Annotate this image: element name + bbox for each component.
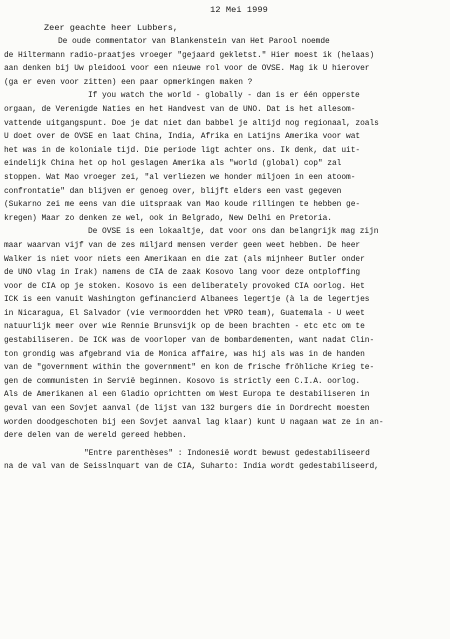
letter-line: "Entre parenthèses" : Indonesië wordt bewust gedestabiliseerd xyxy=(84,448,370,458)
letter-line: in Nicaragua, El Salvador (vie vermoordden het VPRO team), Guatemala - U weet xyxy=(4,308,365,318)
letter-line: geval van een Sovjet aanval (de lijst van 132 burgers die in Dordrecht moesten xyxy=(4,404,370,414)
letter-line: U doet over de OVSE en laat China, India, Afrika en Latijns Amerika voor wat xyxy=(4,132,361,142)
letter-line: de UNO vlag in Irak) namens de CIA de zaak Kosovo lang voor deze ontploffing xyxy=(4,268,361,278)
letter-paragraph xyxy=(4,89,444,225)
letter-paragraph xyxy=(4,35,444,89)
letter-line: gen de communisten in Servië beginnen. Kosovo is strictly een C.I.A. oorlog. xyxy=(4,376,361,386)
letter-line: Als de Amerikanen al een Gladio oprichtten om West Europa te destabiliseren in xyxy=(4,390,370,400)
letter-line: kregen) Maar zo denken ze wel, ook in Belgrado, New Delhi en Pretoria. xyxy=(4,213,332,223)
letter-line: worden doodgeschoten bij een Sovjet aanval lag klaar) kunt U nagaan wat ze in an- xyxy=(4,417,384,427)
letter-line: De oude commentator van Blankenstein van Het Parool noemde xyxy=(58,37,330,46)
letter-line: vattende uitgangspunt. Doe je dat niet dan babbel je altijd nog regionaal, zoals xyxy=(4,118,379,128)
letter-line: (ga er even voor zitten) een paar opmerkingen maken ? xyxy=(4,77,253,87)
letter-line: orgaan, de Verenigde Naties en het Handvest van de UNO. Dat is het allesom- xyxy=(4,104,356,114)
letter-paragraph xyxy=(4,225,444,443)
letter-line: ton grondig was afgebrand via de Monica affaire, was hij als was in de handen xyxy=(4,349,365,359)
letter-line: (Sukarno zei me eens van die uitspraak van Mao koude rillingen te hebben ge- xyxy=(4,200,361,210)
letter-line: gestabiliseren. De ICK was de voorloper van de bombardementen, want nadat Clin- xyxy=(4,336,375,346)
letter-line: ICK is een vanuit Washington gefinancierd Albanees legertje (à la de legertjes xyxy=(4,295,370,305)
letter-line: Walker is niet voor niets een Amerikaan en die zat (als mijnheer Butler onder xyxy=(4,254,365,264)
letter-body xyxy=(4,35,444,474)
letter-line: maar waarvan vijf van de zes miljard mensen verder geen weet hebben. De heer xyxy=(4,240,361,250)
letter-line: voor de CIA op je stoken. Kosovo is een deliberately provoked CIA oorlog. Het xyxy=(4,281,365,291)
letter-line: natuurlijk meer over wie Rennie Brunsvijk op de been brachten - etc etc om te xyxy=(4,322,365,332)
letter-line: confrontatie" dan blijven er genoeg over, blijft elders een vast gegeven xyxy=(4,186,342,196)
letter-date: 12 Mei 1999 xyxy=(210,5,268,15)
letter-line: De OVSE is een lokaaltje, dat voor ons dan belangrijk mag zijn xyxy=(88,227,379,237)
letter-line: dere delen van de wereld gereed hebben. xyxy=(4,431,187,441)
letter-paragraph xyxy=(4,447,444,474)
letter-line: stoppen. Wat Mao vroeger zei, "al verliezen we honder miljoen in een atoom- xyxy=(4,172,356,182)
letter-line: de Hiltermann radio-praatjes vroeger "gejaard gekletst." Hier moest ik (helaas) xyxy=(4,50,375,60)
letter-line: na de val van de Seisslnquart van de CIA, Suharto: India wordt gedestabiliseerd, xyxy=(4,462,379,472)
letter-line: If you watch the world - globally - dan is er één opperste xyxy=(88,91,360,101)
letter-line: aan denken bij Uw pleidooi voor een nieuwe rol voor de OVSE. Mag ik U hierover xyxy=(4,64,370,74)
letter-line: het was in de koloniale tijd. Die periode ligt achter ons. Ik denk, dat uit- xyxy=(4,145,361,155)
letter-line: van de "government within the government" en kon de frische fröhliche Krieg te- xyxy=(4,363,375,373)
letter-salutation: Zeer geachte heer Lubbers, xyxy=(44,23,179,33)
letter-line: eindelijk China het op hol geslagen Amerika als "world (global) cop" zal xyxy=(4,159,342,169)
